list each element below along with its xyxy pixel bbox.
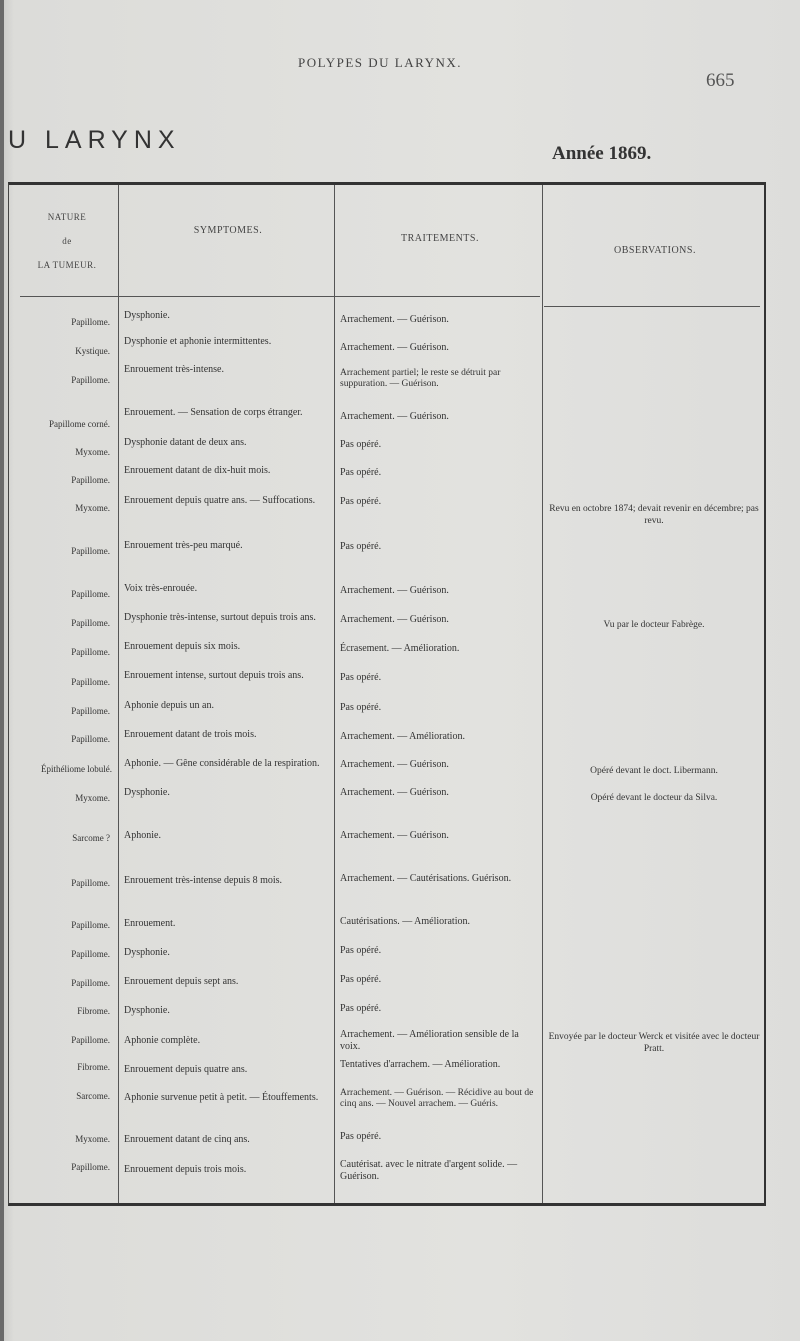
- cell-symptomes: Enrouement très-intense.: [124, 364, 224, 375]
- cell-symptomes: Dysphonie.: [124, 947, 170, 958]
- column-divider: [118, 185, 119, 1203]
- cell-nature: Papillome.: [71, 1035, 110, 1045]
- cell-nature: Papillome.: [71, 647, 110, 657]
- cell-observations: Vu par le docteur Fabrège.: [603, 620, 705, 630]
- header-nature-line: LA TUMEUR.: [37, 260, 97, 270]
- header-symptomes: SYMPTOMES.: [193, 225, 263, 236]
- cell-nature: Papillome.: [71, 734, 110, 744]
- cell-traitements: Pas opéré.: [340, 467, 382, 478]
- cell-nature: Épithéliome lobulé.: [41, 764, 112, 774]
- cell-traitements: Pas opéré.: [340, 439, 382, 450]
- cell-traitements: Arrachement. — Guérison.: [340, 585, 449, 596]
- column-divider: [542, 185, 543, 1203]
- cell-symptomes: Aphonie survenue petit à petit. — Étouffements.: [124, 1092, 319, 1103]
- cell-observations: Envoyée par le docteur Werck et visitée avec le docteur Pratt.: [548, 1032, 760, 1054]
- column-divider: [334, 185, 335, 1203]
- cell-traitements: Arrachement. — Cautérisations. Guérison.: [340, 873, 512, 884]
- cell-nature: Papillome.: [71, 949, 110, 959]
- cell-observations: Opéré devant le docteur da Silva.: [590, 793, 718, 803]
- cell-observations: Revu en octobre 1874; devait revenir en décembre; pas revu.: [549, 504, 759, 526]
- cell-nature: Sarcome.: [76, 1091, 110, 1101]
- cell-traitements: Arrachement. — Amélioration sensible de la voix.: [340, 1029, 519, 1052]
- cell-nature: Papillome.: [71, 978, 110, 988]
- cell-nature: Myxome.: [75, 1134, 110, 1144]
- cell-nature: Papillome.: [71, 920, 110, 930]
- cell-symptomes: Enrouement très-intense depuis 8 mois.: [124, 875, 283, 886]
- header-traitements: TRAITEMENTS.: [401, 233, 479, 244]
- cell-traitements: Arrachement. — Guérison.: [340, 342, 449, 353]
- cell-traitements: Cautérisations. — Amélioration.: [340, 916, 470, 927]
- header-nature-line: NATURE: [47, 212, 87, 222]
- cell-nature: Papillome.: [71, 677, 110, 687]
- cell-symptomes: Dysphonie.: [124, 1005, 170, 1016]
- cell-nature: Papillome.: [71, 706, 110, 716]
- header-rule: [544, 306, 760, 307]
- cell-nature: Papillome.: [71, 375, 110, 385]
- cell-traitements: Arrachement. — Guérison.: [340, 830, 449, 841]
- header-nature: [22, 205, 112, 277]
- cell-symptomes: Enrouement depuis sept ans.: [124, 976, 239, 987]
- cell-traitements: Pas opéré.: [340, 1131, 382, 1142]
- cell-symptomes: Aphonie complète.: [124, 1035, 201, 1046]
- cell-traitements: Pas opéré.: [340, 1003, 382, 1014]
- cell-symptomes: Enrouement très-peu marqué.: [124, 540, 243, 551]
- header-rule: [20, 296, 540, 297]
- header-observations: OBSERVATIONS.: [614, 245, 696, 256]
- cell-symptomes: Enrouement depuis trois mois.: [124, 1164, 247, 1175]
- cell-traitements: Pas opéré.: [340, 672, 382, 683]
- running-head: POLYPES DU LARYNX.: [297, 55, 463, 70]
- cell-nature: Myxome.: [75, 503, 110, 513]
- cell-traitements: Arrachement. — Guérison.: [340, 614, 449, 625]
- cell-nature: Myxome.: [75, 793, 110, 803]
- cell-traitements: Pas opéré.: [340, 945, 382, 956]
- cell-nature: Papillome.: [71, 1162, 110, 1172]
- cell-symptomes: Enrouement depuis six mois.: [124, 641, 241, 652]
- cell-symptomes: Dysphonie très-intense, surtout depuis trois ans.: [124, 612, 316, 623]
- cell-nature: Fibrome.: [77, 1062, 110, 1072]
- cell-symptomes: Enrouement datant de dix-huit mois.: [124, 465, 271, 476]
- cell-traitements: Tentatives d'arrachem. — Amélioration.: [340, 1059, 501, 1070]
- cell-symptomes: Dysphonie.: [124, 310, 170, 321]
- cell-symptomes: Enrouement depuis quatre ans. — Suffocations.: [124, 495, 316, 506]
- cell-nature: Papillome.: [71, 589, 110, 599]
- cell-traitements: Pas opéré.: [340, 496, 382, 507]
- year-heading: Année 1869.: [552, 143, 652, 164]
- cell-traitements: Arrachement. — Guérison.: [340, 759, 449, 770]
- cell-symptomes: Aphonie depuis un an.: [124, 700, 214, 711]
- cell-traitements: Arrachement. — Guérison.: [340, 314, 449, 325]
- cell-nature: Fibrome.: [77, 1006, 110, 1016]
- cell-nature: Papillome.: [71, 878, 110, 888]
- cell-nature: Sarcome ?: [72, 833, 110, 843]
- cell-traitements: Écrasement. — Amélioration.: [340, 643, 460, 654]
- cell-nature: Papillome corné.: [49, 419, 110, 429]
- cell-symptomes: Dysphonie.: [124, 787, 170, 798]
- cell-nature: Myxome.: [75, 447, 110, 457]
- cell-symptomes: Dysphonie et aphonie intermittentes.: [124, 336, 272, 347]
- cell-nature: Papillome.: [71, 546, 110, 556]
- cell-traitements: Pas opéré.: [340, 541, 382, 552]
- cell-symptomes: Enrouement depuis quatre ans.: [124, 1064, 248, 1075]
- cell-traitements: Arrachement. — Guérison. — Récidive au bout de cinq ans. — Nouvel arrachem. — Guéris.: [340, 1088, 534, 1109]
- cell-symptomes: Enrouement datant de cinq ans.: [124, 1134, 250, 1145]
- book-gutter: [0, 0, 4, 1341]
- cell-symptomes: Enrouement datant de trois mois.: [124, 729, 257, 740]
- cell-symptomes: Aphonie.: [124, 830, 161, 841]
- cell-nature: Kystique.: [75, 346, 110, 356]
- cell-symptomes: Dysphonie datant de deux ans.: [124, 437, 247, 448]
- cell-nature: Papillome.: [71, 618, 110, 628]
- cell-nature: Papillome.: [71, 317, 110, 327]
- cell-traitements: Cautérisat. avec le nitrate d'argent solide. — Guérison.: [340, 1159, 518, 1182]
- cell-traitements: Arrachement. — Guérison.: [340, 411, 449, 422]
- cell-symptomes: Enrouement intense, surtout depuis trois ans.: [124, 670, 304, 681]
- cell-symptomes: Enrouement.: [124, 918, 176, 929]
- header-nature-line: de: [62, 236, 72, 246]
- cell-traitements: Pas opéré.: [340, 702, 382, 713]
- cell-traitements: Arrachement. — Amélioration.: [340, 731, 465, 742]
- cell-symptomes: Voix très-enrouée.: [124, 583, 198, 594]
- cell-traitements: Arrachement. — Guérison.: [340, 787, 449, 798]
- cell-nature: Papillome.: [71, 475, 110, 485]
- cell-observations: Opéré devant le doct. Libermann.: [590, 766, 718, 776]
- cell-symptomes: Enrouement. — Sensation de corps étranger.: [124, 407, 303, 418]
- page-number: 665: [706, 70, 735, 91]
- cell-symptomes: Aphonie. — Gêne considérable de la respiration.: [124, 758, 320, 769]
- cell-traitements: Pas opéré.: [340, 974, 382, 985]
- cell-traitements: Arrachement partiel; le reste se détruit par suppuration. — Guérison.: [340, 368, 501, 389]
- section-title: U LARYNX: [8, 126, 181, 154]
